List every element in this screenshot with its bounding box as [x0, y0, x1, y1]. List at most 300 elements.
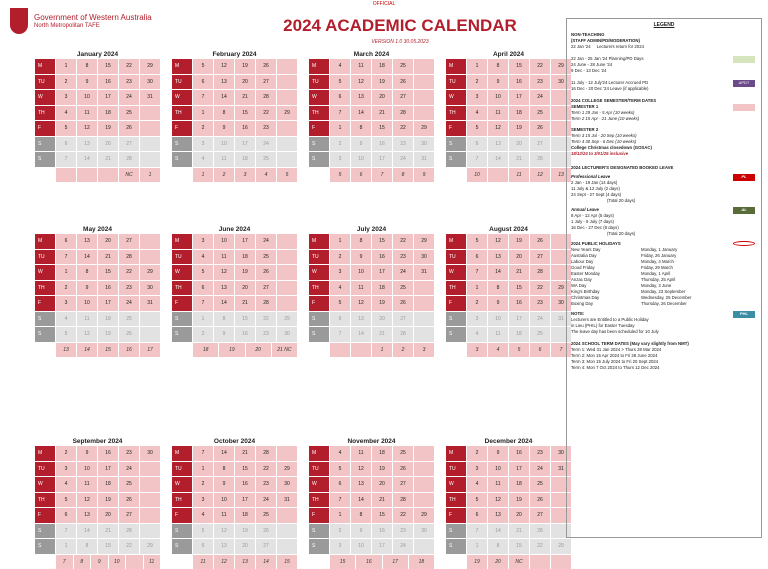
date-cell: 19	[235, 524, 255, 539]
date-cell: 13	[214, 75, 234, 90]
date-cell: 22	[119, 265, 139, 280]
date-cell: 12	[351, 75, 371, 90]
date-cell: 13	[77, 234, 97, 249]
date-cell: 23	[530, 296, 550, 311]
date-cell: 10	[77, 462, 97, 477]
date-cell	[277, 152, 297, 167]
week-number: 21 NC	[272, 343, 297, 357]
date-cell: 29	[551, 59, 571, 74]
day-row	[309, 281, 434, 296]
school-2: Term 2: Mon 15 Apr 2024 to Fri 28 June 2024	[571, 353, 658, 358]
date-cell: 9	[488, 75, 508, 90]
date-cell: 25	[530, 327, 550, 342]
date-cell: 12	[214, 524, 234, 539]
date-cell: 27	[530, 508, 550, 523]
week-number-row	[172, 343, 297, 357]
day-label: F	[446, 508, 466, 523]
day-label: S	[309, 137, 329, 152]
date-cell: 29	[551, 281, 571, 296]
note-1: Lecturers are Entitled to a Public Holiday	[571, 317, 649, 322]
week-number-row	[35, 343, 160, 357]
date-cell: 13	[77, 508, 97, 523]
day-label: TU	[172, 462, 192, 477]
date-cell: 22	[530, 59, 550, 74]
month-block	[35, 437, 160, 569]
term-1: Term 1 29 Jan - 5 Apr (10 weeks)	[571, 110, 635, 115]
month-title: February 2024	[212, 51, 257, 58]
date-cell	[140, 234, 160, 249]
day-row	[446, 508, 571, 523]
date-cell: 30	[414, 524, 434, 539]
day-label: S	[172, 327, 192, 342]
date-cell: 14	[214, 90, 234, 105]
date-cell: 6	[193, 539, 213, 554]
day-label: S	[35, 524, 55, 539]
day-row	[446, 296, 571, 311]
date-cell: 30	[414, 137, 434, 152]
week-number: 19	[467, 555, 487, 569]
legend-panel	[566, 18, 762, 538]
date-cell: 17	[509, 90, 529, 105]
date-cell: 18	[98, 106, 118, 121]
date-cell	[140, 508, 160, 523]
legend-l4: 9 Dec - 13 Dec '24	[571, 68, 607, 73]
date-cell: 17	[372, 265, 392, 280]
date-cell: 10	[351, 265, 371, 280]
day-label: S	[172, 152, 192, 167]
date-cell: 21	[509, 152, 529, 167]
date-cell: 10	[214, 137, 234, 152]
al-4: (Total 20 days)	[607, 231, 636, 236]
week-number: 14	[77, 343, 97, 357]
date-cell	[414, 296, 434, 311]
date-cell: 17	[98, 296, 118, 311]
al-label: Annual Leave	[571, 207, 599, 212]
date-cell: 31	[277, 493, 297, 508]
day-row	[446, 250, 571, 265]
week-number: 6	[530, 343, 550, 357]
holiday-name: New Years Day	[571, 247, 601, 252]
day-label: TU	[35, 250, 55, 265]
date-cell: 18	[235, 508, 255, 523]
day-row	[172, 493, 297, 508]
date-cell: 18	[98, 477, 118, 492]
term-3: Term 3 15 Jul - 20 Sep (10 weeks)	[571, 133, 637, 138]
day-row	[446, 539, 571, 554]
legend-l1-text: Lecturers return for 2024	[596, 44, 644, 49]
week-number	[56, 168, 76, 182]
date-cell: 24	[119, 462, 139, 477]
date-cell	[140, 137, 160, 152]
day-row	[446, 121, 571, 136]
week-number: 8	[393, 168, 413, 182]
day-label: M	[35, 446, 55, 461]
date-cell: 4	[330, 281, 350, 296]
date-cell: 8	[214, 462, 234, 477]
date-cell: 1	[467, 539, 487, 554]
school-heading: 2024 SCHOOL TERM DATES (May vary slightly from NMT)	[571, 341, 689, 346]
day-row	[172, 265, 297, 280]
date-cell: 9	[488, 296, 508, 311]
day-label: TH	[446, 493, 466, 508]
week-number: 20	[246, 343, 271, 357]
date-cell: 2	[467, 75, 487, 90]
day-label: F	[172, 508, 192, 523]
week-number-row	[35, 555, 160, 569]
date-cell	[277, 234, 297, 249]
month-title: October 2024	[213, 438, 256, 445]
week-number: 11	[509, 168, 529, 182]
month-title: June 2024	[218, 226, 251, 233]
date-cell: 11	[214, 250, 234, 265]
date-cell: 25	[256, 508, 276, 523]
week-number: 3	[414, 343, 434, 357]
week-number: 1	[193, 168, 213, 182]
day-label: TH	[35, 493, 55, 508]
holiday-list	[567, 247, 761, 307]
date-cell: 4	[467, 327, 487, 342]
date-cell: 12	[488, 493, 508, 508]
date-cell: 28	[256, 446, 276, 461]
date-cell: 19	[372, 75, 392, 90]
day-row	[446, 462, 571, 477]
date-cell: 16	[235, 327, 255, 342]
date-cell: 25	[119, 106, 139, 121]
date-cell: 3	[330, 539, 350, 554]
date-cell: 25	[256, 250, 276, 265]
day-row	[309, 90, 434, 105]
date-cell: 3	[56, 296, 76, 311]
date-cell: 5	[467, 234, 487, 249]
week-number-row	[309, 343, 434, 357]
month-block	[172, 225, 297, 357]
legend-l1	[567, 44, 761, 50]
date-cell: 14	[488, 524, 508, 539]
date-cell: 28	[119, 152, 139, 167]
week-number: 6	[351, 168, 371, 182]
date-cell: 6	[56, 508, 76, 523]
day-label: F	[35, 508, 55, 523]
date-cell: 20	[372, 312, 392, 327]
date-cell: 4	[56, 106, 76, 121]
date-cell: 21	[98, 152, 118, 167]
day-row	[446, 75, 571, 90]
day-row	[309, 265, 434, 280]
date-cell: 8	[214, 312, 234, 327]
day-row	[35, 508, 160, 523]
date-cell: 14	[351, 106, 371, 121]
pl-badge: PL	[733, 174, 755, 181]
date-cell: 8	[351, 234, 371, 249]
date-cell: 6	[467, 137, 487, 152]
date-cell: 1	[56, 539, 76, 554]
date-cell: 14	[77, 524, 97, 539]
holiday-row	[567, 301, 761, 307]
date-cell: 11	[214, 508, 234, 523]
phl-badge: PHL	[733, 311, 755, 318]
date-cell: 16	[372, 524, 392, 539]
date-cell	[140, 477, 160, 492]
date-cell: 13	[351, 312, 371, 327]
day-label: F	[309, 121, 329, 136]
date-cell: 10	[214, 234, 234, 249]
date-cell: 28	[256, 90, 276, 105]
date-cell: 18	[372, 59, 392, 74]
date-cell: 25	[393, 446, 413, 461]
date-cell: 25	[119, 312, 139, 327]
date-cell: 2	[193, 121, 213, 136]
date-cell: 13	[214, 539, 234, 554]
date-cell: 22	[119, 59, 139, 74]
date-cell: 2	[56, 75, 76, 90]
date-cell: 20	[235, 75, 255, 90]
date-cell: 13	[77, 137, 97, 152]
date-cell: 14	[488, 152, 508, 167]
date-cell: 13	[214, 281, 234, 296]
date-cell: 18	[372, 281, 392, 296]
date-cell: 27	[256, 281, 276, 296]
date-cell: 19	[509, 493, 529, 508]
logo	[10, 6, 240, 40]
date-cell: 16	[509, 446, 529, 461]
date-cell: 8	[214, 106, 234, 121]
legend-l6: 16 Dec - 20 Dec '24 Leave (if applicable)	[571, 86, 649, 91]
semester-heading: 2024 COLLEGE SEMESTER/TERM DATES	[571, 98, 657, 103]
date-cell	[140, 524, 160, 539]
date-cell: 23	[530, 75, 550, 90]
day-row	[309, 234, 434, 249]
date-cell: 12	[214, 265, 234, 280]
date-cell	[414, 106, 434, 121]
date-cell: 17	[235, 493, 255, 508]
day-label: S	[446, 539, 466, 554]
apdt-badge: APDT	[733, 80, 755, 87]
day-row	[35, 446, 160, 461]
date-cell: 22	[256, 462, 276, 477]
day-row	[172, 137, 297, 152]
date-cell: 20	[509, 137, 529, 152]
week-number: 5	[277, 168, 297, 182]
date-cell: 15	[235, 462, 255, 477]
date-cell: 4	[56, 312, 76, 327]
day-label: W	[446, 90, 466, 105]
date-cell	[414, 281, 434, 296]
date-cell: 21	[509, 524, 529, 539]
date-cell: 30	[551, 296, 571, 311]
day-row	[309, 462, 434, 477]
date-cell: 26	[119, 493, 139, 508]
date-cell: 23	[256, 327, 276, 342]
date-cell: 23	[393, 137, 413, 152]
date-cell: 15	[98, 59, 118, 74]
date-cell: 26	[393, 296, 413, 311]
day-label: S	[172, 524, 192, 539]
legend-l2-text: 22 Jan - 25 Jan '24 Planning/PD Days	[571, 56, 644, 61]
date-cell: 12	[77, 121, 97, 136]
week-number	[330, 343, 350, 357]
date-cell: 1	[330, 508, 350, 523]
day-label: F	[309, 508, 329, 523]
date-cell: 23	[393, 524, 413, 539]
day-label: TH	[172, 106, 192, 121]
semester-1-label: SEMESTER 1	[571, 104, 599, 109]
date-cell: 5	[330, 296, 350, 311]
date-cell	[277, 508, 297, 523]
date-cell: 9	[214, 327, 234, 342]
date-cell: 24	[119, 296, 139, 311]
day-label: TH	[446, 281, 466, 296]
legend-nonteaching: NON-TEACHING	[571, 32, 605, 37]
day-row	[172, 327, 297, 342]
day-label: TH	[309, 493, 329, 508]
official-marking: OFFICIAL	[372, 1, 396, 7]
week-number-row	[35, 168, 160, 182]
date-cell: 2	[330, 137, 350, 152]
date-cell: 9	[351, 524, 371, 539]
week-number: 1	[372, 343, 392, 357]
day-label: M	[309, 234, 329, 249]
date-cell: 8	[77, 265, 97, 280]
date-cell: 5	[330, 462, 350, 477]
week-number: 2	[393, 343, 413, 357]
date-cell: 22	[119, 539, 139, 554]
day-row	[35, 59, 160, 74]
date-cell: 29	[140, 59, 160, 74]
date-cell: 13	[488, 137, 508, 152]
date-cell: 24	[119, 90, 139, 105]
date-cell: 25	[393, 281, 413, 296]
date-cell: 6	[330, 312, 350, 327]
date-cell	[277, 121, 297, 136]
date-cell: 2	[330, 250, 350, 265]
date-cell: 10	[214, 493, 234, 508]
date-cell: 19	[509, 234, 529, 249]
date-cell: 6	[193, 75, 213, 90]
date-cell: 27	[393, 312, 413, 327]
day-row	[446, 265, 571, 280]
date-cell: 5	[467, 493, 487, 508]
day-row	[35, 152, 160, 167]
date-cell: 27	[393, 90, 413, 105]
day-label: TU	[309, 250, 329, 265]
day-label: S	[446, 152, 466, 167]
date-cell: 21	[235, 296, 255, 311]
week-number	[126, 555, 143, 569]
week-number: 15	[330, 555, 355, 569]
date-cell: 18	[235, 152, 255, 167]
date-cell: 2	[193, 327, 213, 342]
date-cell: 31	[414, 265, 434, 280]
week-number: 7	[372, 168, 392, 182]
date-cell: 5	[56, 493, 76, 508]
week-number: 17	[383, 555, 408, 569]
date-cell	[414, 90, 434, 105]
month-title: August 2024	[489, 226, 528, 233]
date-cell: 9	[351, 250, 371, 265]
date-cell: 20	[98, 508, 118, 523]
day-row	[309, 75, 434, 90]
date-cell: 5	[193, 524, 213, 539]
date-cell: 21	[372, 327, 392, 342]
date-cell: 1	[193, 462, 213, 477]
date-cell: 6	[467, 250, 487, 265]
date-cell: 6	[330, 90, 350, 105]
date-cell: 25	[530, 477, 550, 492]
week-number: 3	[467, 343, 487, 357]
date-cell: 27	[530, 250, 550, 265]
week-number-row	[446, 168, 571, 182]
day-row	[446, 152, 571, 167]
date-cell: 30	[551, 75, 571, 90]
date-cell: 17	[372, 152, 392, 167]
date-cell: 11	[351, 446, 371, 461]
day-label: S	[446, 137, 466, 152]
date-cell: 24	[256, 493, 276, 508]
date-cell	[140, 121, 160, 136]
date-cell: 14	[351, 327, 371, 342]
month-block	[446, 225, 571, 357]
day-label: S	[309, 152, 329, 167]
day-row	[446, 137, 571, 152]
date-cell: 7	[467, 152, 487, 167]
date-cell: 28	[393, 106, 413, 121]
day-row	[172, 312, 297, 327]
date-cell: 20	[372, 477, 392, 492]
holiday-name: Anzac Day	[571, 277, 592, 282]
day-label: TU	[309, 75, 329, 90]
day-label: W	[172, 90, 192, 105]
date-cell: 28	[119, 524, 139, 539]
date-cell: 27	[119, 508, 139, 523]
date-cell: 14	[214, 296, 234, 311]
date-cell: 20	[235, 539, 255, 554]
date-cell: 29	[414, 121, 434, 136]
day-label: S	[446, 524, 466, 539]
month-block	[172, 50, 297, 182]
date-cell: 13	[351, 477, 371, 492]
date-cell: 19	[372, 462, 392, 477]
day-label: S	[172, 312, 192, 327]
date-cell	[277, 59, 297, 74]
date-cell: 16	[509, 75, 529, 90]
date-cell: 22	[530, 281, 550, 296]
date-cell: 4	[467, 477, 487, 492]
holiday-date: Monday, 4 March	[641, 259, 674, 264]
note-2: in Lieu (PHIL) for Easter Tuesday	[571, 323, 635, 328]
date-cell: 9	[77, 75, 97, 90]
week-number: 13	[56, 343, 76, 357]
day-label: F	[35, 296, 55, 311]
day-row	[172, 106, 297, 121]
day-label: S	[446, 327, 466, 342]
date-cell: 17	[98, 462, 118, 477]
date-cell: 8	[488, 539, 508, 554]
day-row	[172, 446, 297, 461]
day-row	[446, 477, 571, 492]
date-cell: 27	[256, 75, 276, 90]
day-label: TU	[172, 250, 192, 265]
date-cell: 13	[351, 90, 371, 105]
day-label: TH	[172, 493, 192, 508]
date-cell: 11	[77, 477, 97, 492]
date-cell: 31	[551, 462, 571, 477]
day-row	[172, 477, 297, 492]
date-cell: 19	[98, 493, 118, 508]
day-row	[309, 312, 434, 327]
month-title: December 2024	[484, 438, 533, 445]
holiday-date: Monday, 3 June	[641, 283, 672, 288]
date-cell	[277, 90, 297, 105]
